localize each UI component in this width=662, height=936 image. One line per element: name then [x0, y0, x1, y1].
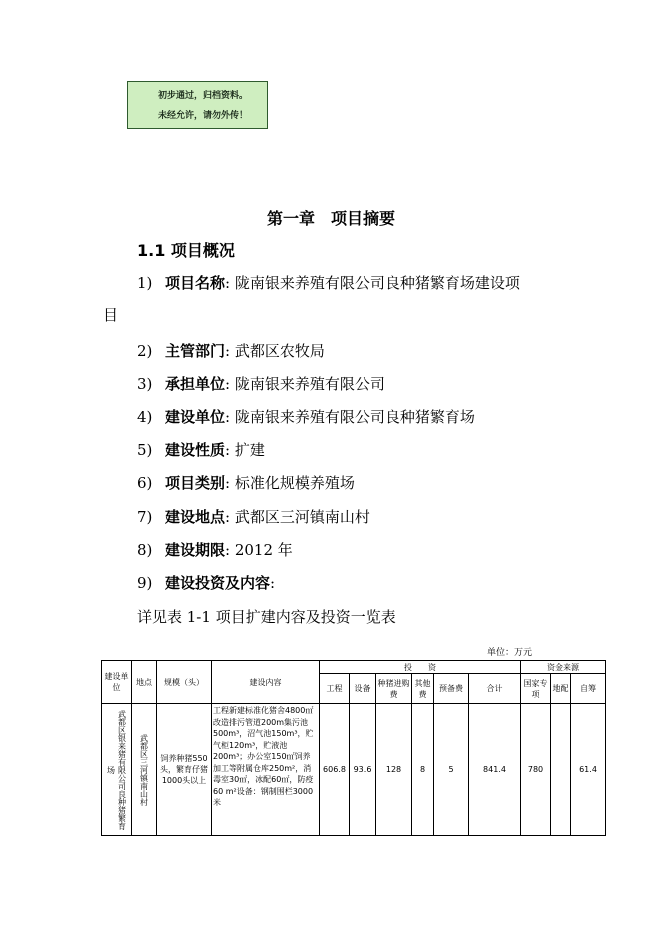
cell-total: 841.4 — [469, 704, 521, 836]
header-self: 自筹 — [571, 674, 606, 704]
item-project-name-wrap: 目 — [103, 306, 119, 324]
item-investment: 9) 建设投资及内容: — [137, 574, 276, 592]
header-pig: 种猪进购费 — [376, 674, 412, 704]
cell-national: 780 — [521, 704, 551, 836]
item-label: 建设地点 — [165, 508, 226, 526]
cell-self: 61.4 — [571, 704, 606, 836]
header-local: 地配 — [551, 674, 571, 704]
header-funding: 资金来源 — [521, 661, 606, 674]
cell-reserve: 5 — [434, 704, 469, 836]
unit-label: 单位：万元 — [487, 648, 533, 658]
item-location: 7) 建设地点: 武都区三河镇南山村 — [137, 508, 370, 526]
item-label: 建设性质 — [165, 441, 226, 459]
item-label: 承担单位 — [165, 375, 226, 393]
item-label: 主管部门 — [165, 342, 226, 360]
cell-equip: 93.6 — [350, 704, 376, 836]
item-value: 陇南银来养殖有限公司良种猪繁育场 — [234, 408, 475, 426]
item-period: 8) 建设期限: 2012 年 — [137, 541, 293, 559]
item-value: 扩建 — [234, 441, 265, 459]
header-eng: 工程 — [320, 674, 350, 704]
header-invest: 投 资 — [320, 661, 521, 674]
header-reserve: 预备费 — [434, 674, 469, 704]
header-location: 地点 — [132, 661, 157, 704]
header-content: 建设内容 — [212, 661, 320, 704]
investment-table — [101, 660, 606, 836]
cell-unit: 武都区银来猪有限公司良种猪繁育场 — [102, 704, 132, 836]
item-label: 项目类别 — [165, 474, 226, 492]
header-other: 其他费 — [412, 674, 434, 704]
header-national: 国家专项 — [521, 674, 551, 704]
approval-stamp — [127, 81, 268, 129]
item-value: 陇南银来养殖有限公司 — [234, 375, 385, 393]
table-reference-note: 详见表 1-1 项目扩建内容及投资一览表 — [137, 608, 396, 626]
item-department: 2) 主管部门: 武都区农牧局 — [137, 342, 325, 360]
chapter-number: 第一章 — [266, 209, 315, 228]
header-unit: 建设单位 — [102, 661, 132, 704]
item-label: 建设期限 — [165, 541, 226, 559]
item-value: 陇南银来养殖有限公司良种猪繁育场建设项 — [234, 274, 520, 292]
cell-pig: 128 — [376, 704, 412, 836]
item-label: 建设投资及内容 — [165, 574, 271, 592]
item-project-name: 1) 项目名称: 陇南银来养殖有限公司良种猪繁育场建设项 — [137, 274, 520, 292]
cell-eng: 606.8 — [320, 704, 350, 836]
item-value: 武都区三河镇南山村 — [234, 508, 370, 526]
item-label: 建设单位 — [165, 408, 226, 426]
stamp-line-1: 初步通过，归档资料。 — [158, 91, 249, 101]
cell-content: 工程新建标准化猪舍4800㎡改造排污管道200m集污池500m³，沼气池150m³，贮气柜120m³，贮液池200m³；办公室150㎡饲养加工等附属仓库250m²，消毒室30㎡，冰配60㎡，防疫60 m²设备：钢制围栏3000米 — [212, 704, 320, 836]
item-undertaker: 3) 承担单位: 陇南银来养殖有限公司 — [137, 375, 385, 393]
cell-location: 武都区三河镇南山村 — [132, 704, 157, 836]
item-value: 2012 年 — [234, 541, 293, 559]
cell-scale: 饲养种猪550头，繁育仔猪1000头以上 — [157, 704, 212, 836]
item-label: 项目名称 — [165, 274, 226, 292]
chapter-heading — [0, 206, 662, 229]
header-scale: 规模（头） — [157, 661, 212, 704]
section-heading: 1.1 项目概况 — [137, 241, 235, 260]
item-value: 武都区农牧局 — [234, 342, 325, 360]
header-total: 合计 — [469, 674, 521, 704]
item-value: 标准化规模养殖场 — [234, 474, 355, 492]
table-row — [102, 704, 606, 836]
cell-local — [551, 704, 571, 836]
header-equip: 设备 — [350, 674, 376, 704]
cell-other: 8 — [412, 704, 434, 836]
stamp-line-2: 未经允许，请勿外传！ — [158, 111, 249, 121]
item-builder: 4) 建设单位: 陇南银来养殖有限公司良种猪繁育场 — [137, 408, 475, 426]
chapter-title: 项目摘要 — [331, 209, 396, 228]
item-nature: 5) 建设性质: 扩建 — [137, 441, 265, 459]
item-category: 6) 项目类别: 标准化规模养殖场 — [137, 474, 355, 492]
